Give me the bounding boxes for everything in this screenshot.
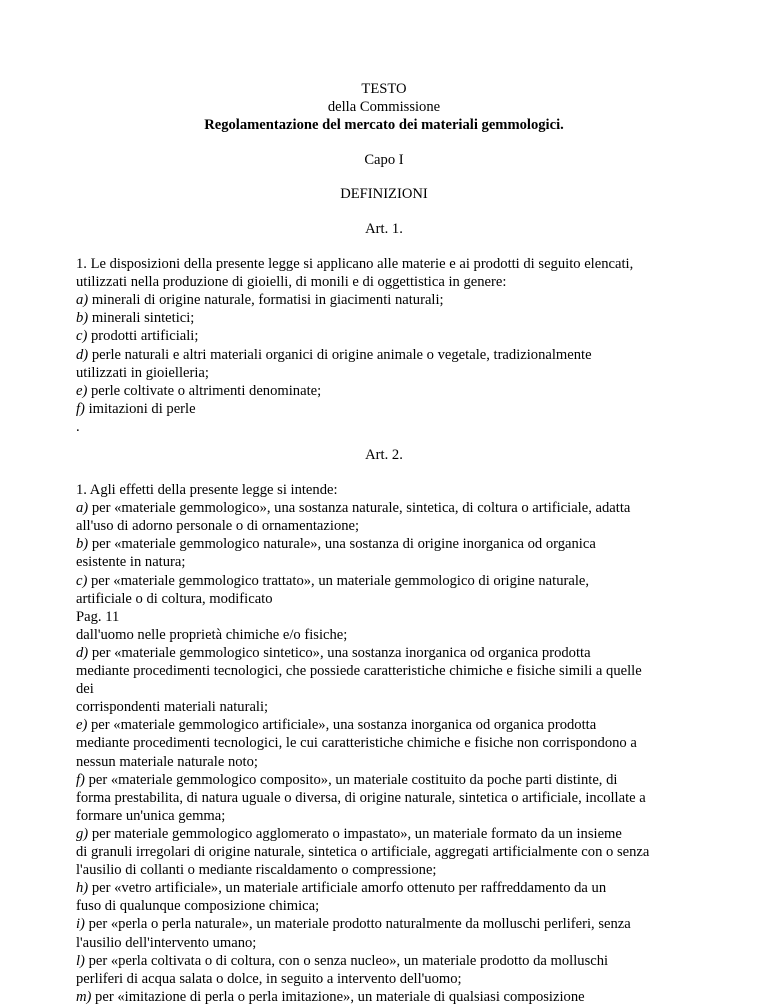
line-text: perle coltivate o altrimenti denominate; — [87, 382, 322, 399]
art2-line — [76, 644, 591, 662]
art2-line — [76, 897, 319, 915]
line-text: all'uso di adorno personale o di ornamentazione; — [76, 518, 360, 535]
line-text: perliferi di acqua salata o dolce, in seguito a intervento dell'uomo; — [76, 970, 462, 987]
line-text: per materiale gemmologico agglomerato o impastato», un materiale formato da un insieme — [88, 825, 622, 842]
art2-heading: Art. 2. — [365, 447, 403, 463]
line-text: per «materiale gemmologico», una sostanza naturale, sintetica, di coltura o artificiale, adatta — [88, 500, 631, 517]
art2-line — [76, 716, 596, 734]
capo-heading: Capo I — [364, 152, 404, 168]
line-text: per «materiale gemmologico composito», un materiale costituito da poche parti distinte, di — [84, 771, 618, 788]
art1-line — [76, 346, 592, 364]
line-text: per «perla o perla naturale», un materiale prodotto naturalmente da molluschi perliferi, senza — [84, 916, 631, 933]
list-letter: i) — [76, 916, 85, 933]
list-letter: d) — [76, 644, 89, 661]
list-letter: f) — [76, 771, 85, 788]
art1-line — [76, 291, 444, 309]
line-text: dei — [76, 681, 94, 698]
line-text: mediante procedimenti tecnologici, le cui caratteristiche chimiche e fisiche non corrispondono a — [76, 735, 637, 752]
art1-line — [76, 364, 209, 382]
list-letter: c) — [76, 328, 88, 345]
art2-line — [76, 626, 347, 644]
line-text: nessun materiale naturale noto; — [76, 753, 258, 770]
art2-line — [76, 934, 256, 952]
line-text: dall'uomo nelle proprietà chimiche e/o fisiche; — [76, 626, 348, 643]
line-text: 1. Le disposizioni della presente legge si applicano alle materie e ai prodotti di seguito elencati, — [76, 256, 634, 272]
line-text: perle naturali e altri materiali organici di origine animale o vegetale, tradizionalmente — [88, 346, 592, 363]
line-text: Pag. 11 — [76, 608, 120, 625]
line-text: per «imitazione di perla o perla imitazione», un materiale di qualsiasi composizione — [91, 988, 585, 1005]
art2-line — [76, 861, 437, 879]
list-letter: b) — [76, 310, 89, 327]
art2-line — [76, 915, 631, 933]
line-text: artificiale o di coltura, modificato — [76, 590, 273, 607]
art2-line — [76, 807, 225, 825]
list-letter: h) — [76, 880, 89, 897]
art1-line — [76, 382, 321, 400]
line-text: utilizzati nella produzione di gioielli, di monili e di oggettistica in genere: — [76, 274, 507, 291]
art2-line — [76, 734, 637, 752]
art1-heading: Art. 1. — [365, 221, 403, 237]
art2-line — [76, 662, 642, 680]
definizioni-heading: DEFINIZIONI — [340, 186, 428, 202]
art2-line — [76, 698, 268, 716]
art2-line — [76, 825, 622, 843]
line-text: . — [76, 418, 80, 435]
art1-line — [76, 309, 194, 327]
line-text: per «vetro artificiale», un materiale artificiale amorfo ottenuto per raffreddamento da un — [88, 880, 607, 897]
line-text: per «materiale gemmologico artificiale», una sostanza inorganica od organica prodotta — [87, 717, 597, 734]
list-letter: g) — [76, 825, 89, 842]
list-letter: e) — [76, 382, 88, 399]
art1-line — [76, 400, 196, 418]
line-text: l'ausilio dell'intervento umano; — [76, 934, 257, 951]
list-letter: b) — [76, 536, 89, 553]
list-letter: e) — [76, 717, 88, 734]
art1-line — [76, 418, 80, 436]
doc-label-testo: TESTO — [361, 81, 407, 97]
line-text: corrispondenti materiali naturali; — [76, 699, 269, 716]
art2-line — [76, 499, 630, 517]
art2-line — [76, 789, 646, 807]
doc-title: Regolamentazione del mercato dei materiali gemmologici. — [204, 117, 564, 133]
line-text: per «materiale gemmologico naturale», una sostanza di origine inorganica od organica — [88, 536, 596, 553]
art2-line — [76, 988, 585, 1006]
art1-line — [76, 327, 198, 345]
list-letter: a) — [76, 500, 89, 517]
art2-line — [76, 680, 94, 698]
list-letter: d) — [76, 346, 89, 363]
art2-line — [76, 572, 589, 590]
art2-line — [76, 952, 608, 970]
line-text: di granuli irregolari di origine naturale, sintetica o artificiale, aggregati artificialmente con o senza — [76, 844, 650, 860]
art2-line — [76, 843, 649, 861]
art1-line — [76, 273, 506, 291]
art2-line — [76, 535, 596, 553]
line-text: formare un'unica gemma; — [76, 807, 226, 824]
line-text: l'ausilio di collanti o mediante riscaldamento o compressione; — [76, 862, 437, 879]
line-text: per «materiale gemmologico trattato», un materiale gemmologico di origine naturale, — [87, 572, 590, 589]
doc-label-commissione: della Commissione — [327, 99, 441, 115]
list-letter: a) — [76, 292, 89, 309]
list-letter: l) — [76, 952, 85, 969]
list-letter: f) — [76, 400, 85, 417]
line-text: prodotti artificiali; — [87, 328, 199, 345]
art2-line — [76, 879, 606, 897]
line-text: minerali sintetici; — [88, 310, 195, 327]
art2-line — [76, 970, 462, 988]
line-text: 1. Agli effetti della presente legge si intende: — [76, 482, 338, 498]
line-text: imitazioni di perle — [84, 400, 196, 417]
art2-line — [76, 517, 359, 535]
line-text: fuso di qualunque composizione chimica; — [76, 898, 320, 915]
art2-line — [76, 771, 617, 789]
art2-line — [76, 608, 119, 626]
line-text: minerali di origine naturale, formatisi in giacimenti naturali; — [88, 292, 444, 309]
art1-line — [76, 255, 633, 273]
list-letter: m) — [76, 988, 92, 1005]
art2-line — [76, 481, 338, 499]
art2-line — [76, 753, 258, 771]
line-text: per «materiale gemmologico sintetico», una sostanza inorganica od organica prodotta — [88, 644, 591, 661]
list-letter: c) — [76, 572, 88, 589]
line-text: per «perla coltivata o di coltura, con o senza nucleo», un materiale prodotto da molluschi — [84, 952, 609, 969]
line-text: forma prestabilita, di natura uguale o diversa, di origine naturale, sintetica o artificiale, incollate a — [76, 789, 646, 806]
art2-line — [76, 553, 185, 571]
line-text: esistente in natura; — [76, 554, 186, 571]
art2-line — [76, 590, 273, 608]
line-text: mediante procedimenti tecnologici, che possiede caratteristiche chimiche e fisiche simili a quelle — [76, 663, 642, 679]
line-text: utilizzati in gioielleria; — [76, 364, 209, 381]
